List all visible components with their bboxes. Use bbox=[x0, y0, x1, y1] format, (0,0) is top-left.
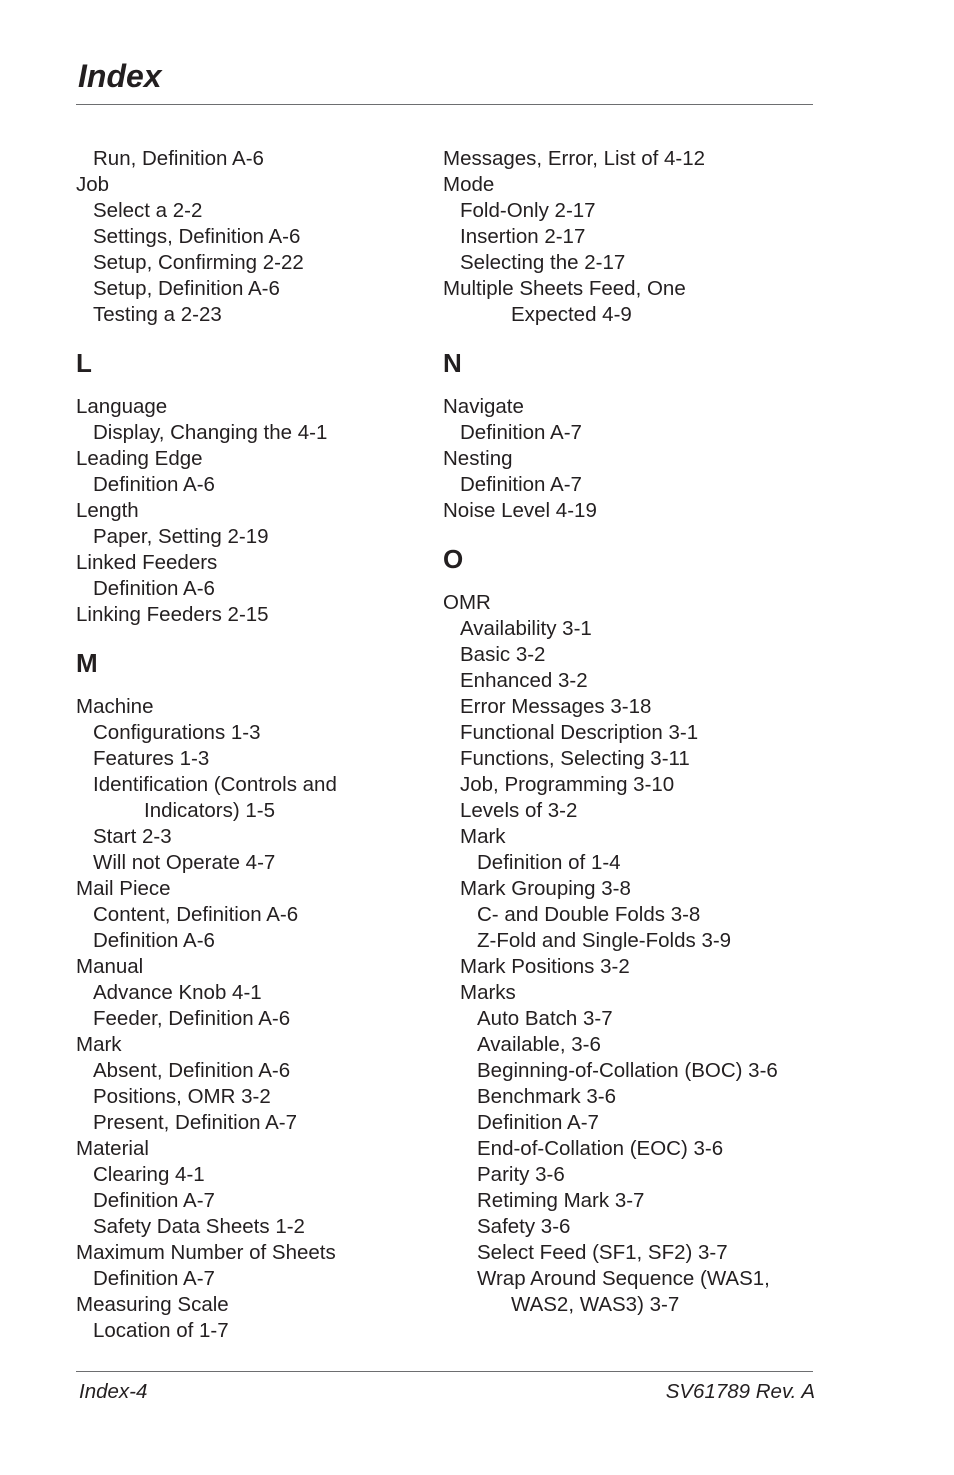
index-entry: Multiple Sheets Feed, One bbox=[443, 277, 686, 300]
index-subentry: Select Feed (SF1, SF2) 3-7 bbox=[477, 1241, 728, 1264]
index-subentry: C- and Double Folds 3-8 bbox=[477, 903, 701, 926]
footer-page-number: Index-4 bbox=[79, 1380, 148, 1403]
index-subentry: Identification (Controls and bbox=[93, 773, 337, 796]
index-subentry: Definition A-7 bbox=[460, 421, 582, 444]
index-subentry: Run, Definition A-6 bbox=[93, 147, 264, 170]
index-subentry: Start 2-3 bbox=[93, 825, 172, 848]
index-entry: Leading Edge bbox=[76, 447, 203, 470]
index-subentry: Definition A-7 bbox=[477, 1111, 599, 1134]
index-entry: Mail Piece bbox=[76, 877, 171, 900]
index-column-left bbox=[76, 146, 436, 1344]
index-entry: Messages, Error, List of 4-12 bbox=[443, 147, 706, 170]
index-subentry: Configurations 1-3 bbox=[93, 721, 261, 744]
index-subentry: Job, Programming 3-10 bbox=[460, 773, 675, 796]
index-subentry: Setup, Definition A-6 bbox=[93, 277, 280, 300]
index-subentry: Feeder, Definition A-6 bbox=[93, 1007, 291, 1030]
index-subentry: Testing a 2-23 bbox=[93, 303, 222, 326]
index-subentry: Retiming Mark 3-7 bbox=[477, 1189, 645, 1212]
index-section-letter: M bbox=[76, 648, 98, 678]
index-entry: Language bbox=[76, 395, 168, 418]
index-subentry: Clearing 4-1 bbox=[93, 1163, 205, 1186]
index-subentry: Definition A-7 bbox=[93, 1267, 215, 1290]
index-subentry: Safety Data Sheets 1-2 bbox=[93, 1215, 305, 1238]
index-subentry: Expected 4-9 bbox=[511, 303, 632, 326]
index-subentry: Indicators) 1-5 bbox=[144, 799, 276, 822]
index-entry: OMR bbox=[443, 591, 491, 614]
index-subentry: Absent, Definition A-6 bbox=[93, 1059, 291, 1082]
index-entry: Length bbox=[76, 499, 139, 522]
index-section-letter: L bbox=[76, 348, 92, 378]
index-entry: Linking Feeders 2-15 bbox=[76, 603, 269, 626]
index-subentry: Mark bbox=[460, 825, 506, 848]
index-subentry: Beginning-of-Collation (BOC) 3-6 bbox=[477, 1059, 778, 1082]
index-subentry: Content, Definition A-6 bbox=[93, 903, 299, 926]
index-subentry: Definition A-6 bbox=[93, 929, 215, 952]
index-subentry: Features 1-3 bbox=[93, 747, 210, 770]
index-subentry: Will not Operate 4-7 bbox=[93, 851, 276, 874]
index-entry: Mode bbox=[443, 173, 495, 196]
index-subentry: Definition A-7 bbox=[460, 473, 582, 496]
index-subentry: End-of-Collation (EOC) 3-6 bbox=[477, 1137, 724, 1160]
index-subentry: Insertion 2-17 bbox=[460, 225, 586, 248]
index-subentry: Mark Grouping 3-8 bbox=[460, 877, 631, 900]
index-subentry: Present, Definition A-7 bbox=[93, 1111, 297, 1134]
index-subentry: Wrap Around Sequence (WAS1, bbox=[477, 1267, 770, 1290]
index-subentry: Functions, Selecting 3-11 bbox=[460, 747, 690, 770]
index-subentry: WAS2, WAS3) 3-7 bbox=[511, 1293, 680, 1316]
index-entry: Maximum Number of Sheets bbox=[76, 1241, 336, 1264]
index-subentry: Paper, Setting 2-19 bbox=[93, 525, 269, 548]
index-subentry: Functional Description 3-1 bbox=[460, 721, 699, 744]
index-subentry: Z-Fold and Single-Folds 3-9 bbox=[477, 929, 732, 952]
index-section-letter: N bbox=[443, 348, 462, 378]
index-subentry: Basic 3-2 bbox=[460, 643, 546, 666]
index-subentry: Auto Batch 3-7 bbox=[477, 1007, 613, 1030]
index-subentry: Setup, Confirming 2-22 bbox=[93, 251, 304, 274]
index-entry: Manual bbox=[76, 955, 144, 978]
footer-rule bbox=[76, 1371, 813, 1372]
index-entry: Nesting bbox=[443, 447, 513, 470]
index-subentry: Benchmark 3-6 bbox=[477, 1085, 617, 1108]
index-section-letter: O bbox=[443, 544, 464, 574]
index-entry: Measuring Scale bbox=[76, 1293, 229, 1316]
index-subentry: Advance Knob 4-1 bbox=[93, 981, 262, 1004]
index-subentry: Safety 3-6 bbox=[477, 1215, 571, 1238]
page-title: Index bbox=[78, 58, 162, 94]
index-subentry: Availability 3-1 bbox=[460, 617, 592, 640]
index-subentry: Available, 3-6 bbox=[477, 1033, 601, 1056]
header-rule bbox=[76, 104, 813, 105]
index-subentry: Fold-Only 2-17 bbox=[460, 199, 596, 222]
index-subentry: Definition A-7 bbox=[93, 1189, 215, 1212]
index-entry: Linked Feeders bbox=[76, 551, 218, 574]
index-subentry: Definition A-6 bbox=[93, 473, 215, 496]
index-subentry: Marks bbox=[460, 981, 516, 1004]
index-subentry: Settings, Definition A-6 bbox=[93, 225, 301, 248]
index-entry: Noise Level 4-19 bbox=[443, 499, 597, 522]
index-entry: Material bbox=[76, 1137, 149, 1160]
index-subentry: Positions, OMR 3-2 bbox=[93, 1085, 271, 1108]
index-entry: Job bbox=[76, 173, 110, 196]
index-column-right bbox=[443, 146, 803, 1318]
index-subentry: Select a 2-2 bbox=[93, 199, 203, 222]
index-subentry: Definition A-6 bbox=[93, 577, 215, 600]
index-subentry: Definition of 1-4 bbox=[477, 851, 621, 874]
index-subentry: Levels of 3-2 bbox=[460, 799, 578, 822]
footer-document-id: SV61789 Rev. A bbox=[665, 1380, 815, 1403]
index-subentry: Location of 1-7 bbox=[93, 1319, 229, 1342]
index-entry: Navigate bbox=[443, 395, 524, 418]
index-subentry: Display, Changing the 4-1 bbox=[93, 421, 328, 444]
index-subentry: Parity 3-6 bbox=[477, 1163, 565, 1186]
index-entry: Mark bbox=[76, 1033, 122, 1056]
index-subentry: Error Messages 3-18 bbox=[460, 695, 652, 718]
index-subentry: Mark Positions 3-2 bbox=[460, 955, 630, 978]
index-subentry: Enhanced 3-2 bbox=[460, 669, 588, 692]
index-subentry: Selecting the 2-17 bbox=[460, 251, 626, 274]
index-entry: Machine bbox=[76, 695, 154, 718]
